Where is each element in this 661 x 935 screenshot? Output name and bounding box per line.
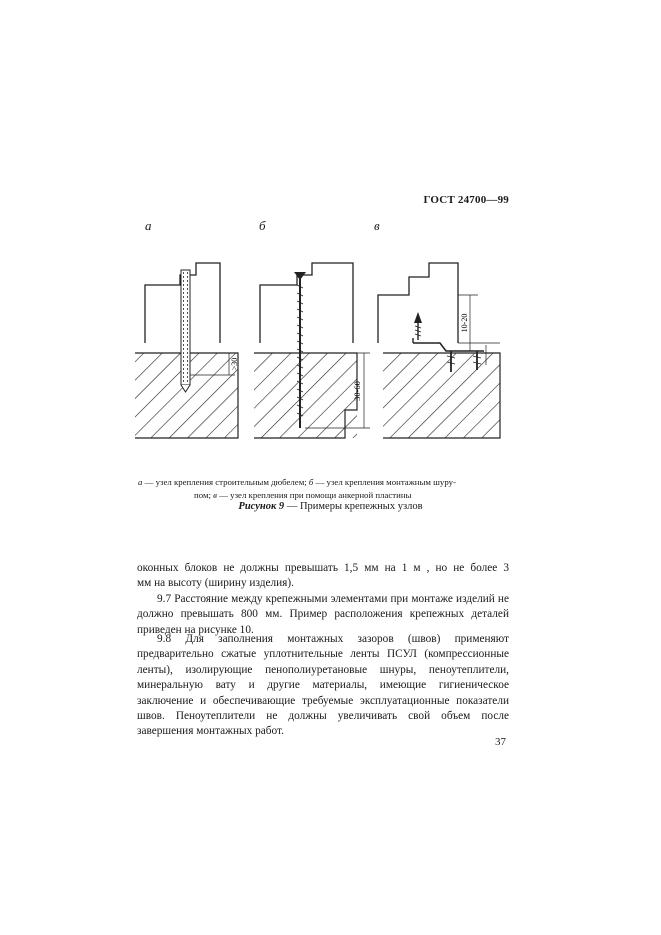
dowel-a bbox=[181, 270, 190, 392]
frame-profile-b bbox=[260, 263, 353, 343]
dimension-b: 30-60 bbox=[352, 381, 362, 401]
paragraph-1-line-2: мм на высоту (ширину изделия). bbox=[137, 577, 294, 590]
panel-c-drawing bbox=[378, 263, 500, 438]
legend-c-text: — узел крепления при помощи анкерной пластины bbox=[216, 490, 412, 500]
figure-title-text: — Примеры крепежных узлов bbox=[284, 501, 423, 512]
standard-header: ГОСТ 24700—99 bbox=[423, 194, 509, 206]
dimension-a: >30 bbox=[230, 357, 239, 371]
figure-legend bbox=[138, 476, 510, 502]
legend-line-1 bbox=[138, 476, 510, 489]
panel-a-letter: а bbox=[145, 218, 152, 233]
legend-b-letter: б bbox=[308, 477, 314, 487]
paragraph-continuation bbox=[137, 561, 509, 592]
paragraph-9-7-text: 9.7 Расстояние между крепежными элементами при монтаже изделий не должно превышать 800 мм. Пример расположения крепежных деталей приведен на рисунке 10. bbox=[137, 593, 509, 636]
paragraph-9-8 bbox=[137, 632, 509, 740]
dimension-c: 10-20 bbox=[460, 313, 469, 333]
paragraph-1-line-1: оконных блоков не должны превышать 1,5 мм на 1 м , но не более 3 bbox=[137, 562, 509, 574]
figure-title-label: Рисунок 9 bbox=[238, 501, 285, 512]
wall-c bbox=[383, 353, 500, 438]
paragraph-9-8-text: 9.8 Для заполнения монтажных зазоров (швов) применяют предварительно сжатые уплотнительные ленты ПСУЛ (компрессионные ленты), изолирующие пенополиуретановые шнуры, пеноутеплители, минеральную вату и другие материалы, имеющие гигиеническое заключение и обеспечивающие требуемые эксплуатационные показатели швов. Пеноутеплители не должны увеличивать свой объем после завершения монтажных работ. bbox=[137, 633, 509, 738]
figure-title bbox=[0, 501, 661, 512]
panel-c-letter: в bbox=[374, 218, 380, 233]
legend-b-text-2: пом; bbox=[194, 490, 214, 500]
panel-b-drawing bbox=[254, 263, 370, 438]
page-number: 37 bbox=[495, 736, 506, 748]
legend-b-text: — узел крепления монтажным шуру- bbox=[313, 477, 456, 487]
legend-a-letter: а bbox=[138, 477, 143, 487]
legend-c-letter: в bbox=[213, 490, 217, 500]
legend-a-text: — узел крепления строительным дюбелем; bbox=[142, 477, 309, 487]
panel-a-drawing bbox=[135, 263, 239, 438]
panel-b-letter: б bbox=[259, 218, 266, 233]
